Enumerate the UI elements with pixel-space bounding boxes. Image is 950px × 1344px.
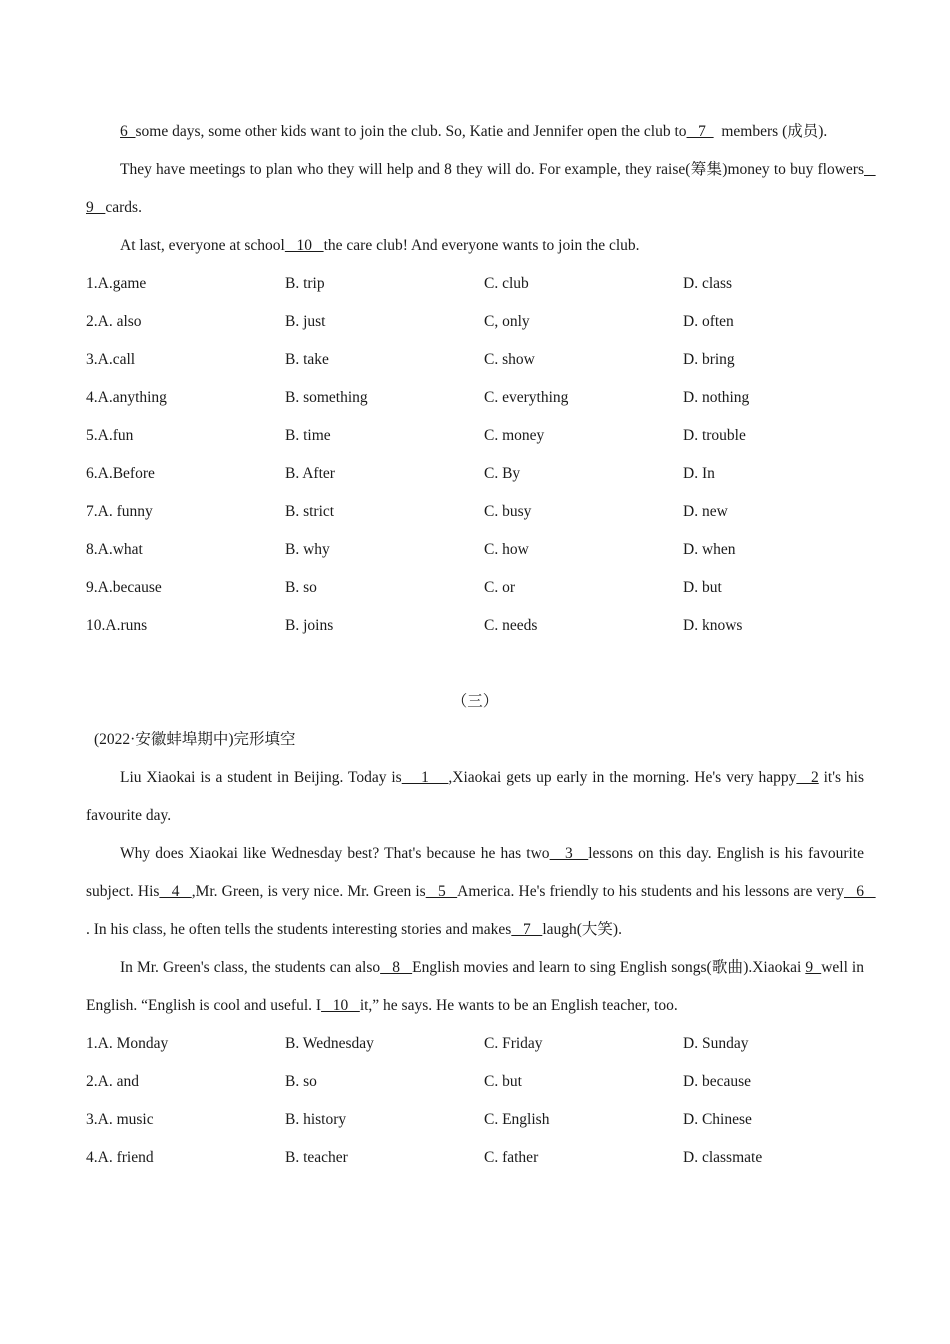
paragraph	[86, 227, 864, 265]
option-choice: B. so	[285, 579, 317, 596]
option-choice: B. take	[285, 351, 329, 368]
option-choice: B. just	[285, 313, 326, 330]
option-choice: C. or	[484, 579, 515, 596]
option-choice: D. because	[683, 1073, 751, 1090]
answer-blank: 1	[401, 769, 449, 786]
option-choice: B. After	[285, 465, 335, 482]
answer-blank: 10	[284, 237, 324, 254]
paragraph-text: some days, some other kids want to join the club. So, Katie and Jennifer open the club to	[135, 123, 687, 140]
paragraph-text: . In his class, he often tells the students interesting stories and makes	[86, 921, 512, 938]
option-choice: C. father	[484, 1149, 539, 1166]
option-choice: D. often	[683, 313, 734, 330]
answer-blank: 5	[425, 883, 458, 900]
option-choice: C. show	[484, 351, 535, 368]
paragraph	[86, 759, 868, 835]
option-choice: C. By	[484, 465, 521, 482]
paragraph-text: members (成员).	[713, 123, 828, 140]
option-choice: D. trouble	[683, 427, 746, 444]
passage-2	[86, 113, 876, 645]
answer-blank: 7	[511, 921, 543, 938]
answer-blank: 3	[549, 845, 589, 862]
answer-blank: 7	[686, 123, 714, 140]
option-choice: D. when	[683, 541, 736, 558]
option-choice: C. English	[484, 1111, 550, 1128]
paragraph	[86, 113, 864, 151]
option-choice: D. Chinese	[683, 1111, 752, 1128]
option-choice: C, only	[484, 313, 530, 330]
answer-blank: 9	[805, 959, 822, 976]
option-choice: C. how	[484, 541, 529, 558]
paragraph-text: America. He's friendly to his students and his lessons are very	[457, 883, 844, 900]
option-choice: C. busy	[484, 503, 532, 520]
option-choice: 9.A.because	[86, 579, 162, 596]
option-choice: D. In	[683, 465, 715, 482]
option-choice: C. money	[484, 427, 545, 444]
paragraph-text: English movies and learn to sing English songs(歌曲).Xiaokai	[412, 959, 806, 976]
option-choice: B. strict	[285, 503, 335, 520]
passage-3	[86, 759, 876, 1177]
option-choice: D. Sunday	[683, 1035, 749, 1052]
paragraph-text: well in English. “English is cool and useful. I	[86, 959, 868, 1014]
option-choice: 5.A.fun	[86, 427, 134, 444]
option-choice: D. nothing	[683, 389, 750, 406]
option-choice: 2.A. also	[86, 313, 142, 330]
option-choice: D. class	[683, 275, 733, 292]
option-choice: 3.A.call	[86, 351, 136, 368]
option-choice: B. Wednesday	[285, 1035, 374, 1052]
paragraph-text: ,Mr. Green, is very nice. Mr. Green is	[191, 883, 426, 900]
option-choice: B. something	[285, 389, 368, 406]
option-choice: B. why	[285, 541, 330, 558]
option-choice: B. joins	[285, 617, 334, 634]
option-choice: 7.A. funny	[86, 503, 153, 520]
option-choice: 1.A. Monday	[86, 1035, 169, 1052]
question-source: (2022·安徽蚌埠期中)完形填空	[94, 731, 296, 748]
option-choice: C. needs	[484, 617, 538, 634]
paragraph-text: cards.	[105, 199, 142, 216]
option-choice: D. but	[683, 579, 722, 596]
paragraph-text: ,Xiaokai gets up early in the morning. He's very happy	[448, 769, 797, 786]
paragraph	[86, 835, 876, 949]
answer-options	[86, 1025, 864, 1177]
option-choice: B. time	[285, 427, 331, 444]
option-choice: C. everything	[484, 389, 569, 406]
paragraph	[86, 949, 868, 1025]
option-choice: B. so	[285, 1073, 317, 1090]
option-choice: 8.A.what	[86, 541, 143, 558]
document-page	[86, 113, 876, 1177]
paragraph	[86, 151, 876, 227]
paragraph-text: it,” he says. He wants to be an English teacher, too.	[359, 997, 678, 1014]
option-choice: C. Friday	[484, 1035, 543, 1052]
paragraph-text: Why does Xiaokai like Wednesday best? That's because he has two	[120, 845, 550, 862]
paragraph-text: the care club! And everyone wants to join the club.	[323, 237, 640, 254]
answer-options	[86, 265, 864, 645]
option-choice: B. teacher	[285, 1149, 348, 1166]
answer-blank: 8	[380, 959, 413, 976]
option-choice: D. classmate	[683, 1149, 763, 1166]
option-choice: 6.A.Before	[86, 465, 155, 482]
paragraph-text: They have meetings to plan who they will help and 8 they will do. For example, they raise(筹集)money to buy flowers	[120, 161, 864, 178]
option-choice: 2.A. and	[86, 1073, 139, 1090]
paragraph-text: At last, everyone at school	[120, 237, 285, 254]
option-choice: B. trip	[285, 275, 325, 292]
answer-blank: 6	[843, 883, 876, 900]
option-choice: C. club	[484, 275, 529, 292]
answer-blank: 2	[796, 769, 819, 786]
option-choice: D. knows	[683, 617, 743, 634]
paragraph-text: it's his favourite day.	[86, 769, 868, 824]
option-choice: 4.A. friend	[86, 1149, 154, 1166]
option-choice: 3.A. music	[86, 1111, 154, 1128]
option-choice: 1.A.game	[86, 275, 147, 292]
option-choice: D. new	[683, 503, 728, 520]
answer-blank: 9	[86, 161, 876, 216]
paragraph-text: lessons on this day. English is his favourite subject. His	[86, 845, 868, 900]
option-choice: 4.A.anything	[86, 389, 167, 406]
option-choice: C. but	[484, 1073, 522, 1090]
answer-blank: 4	[159, 883, 192, 900]
section-title: （三）	[451, 693, 499, 710]
option-choice: 10.A.runs	[86, 617, 148, 634]
paragraph-text: In Mr. Green's class, the students can also	[120, 959, 381, 976]
answer-blank: 10	[321, 997, 360, 1014]
option-choice: B. history	[285, 1111, 347, 1128]
paragraph-text: Liu Xiaokai is a student in Beijing. Today is	[120, 769, 402, 786]
answer-blank: 6	[120, 123, 136, 140]
option-choice: D. bring	[683, 351, 735, 368]
paragraph-text: laugh(大笑).	[542, 921, 622, 938]
